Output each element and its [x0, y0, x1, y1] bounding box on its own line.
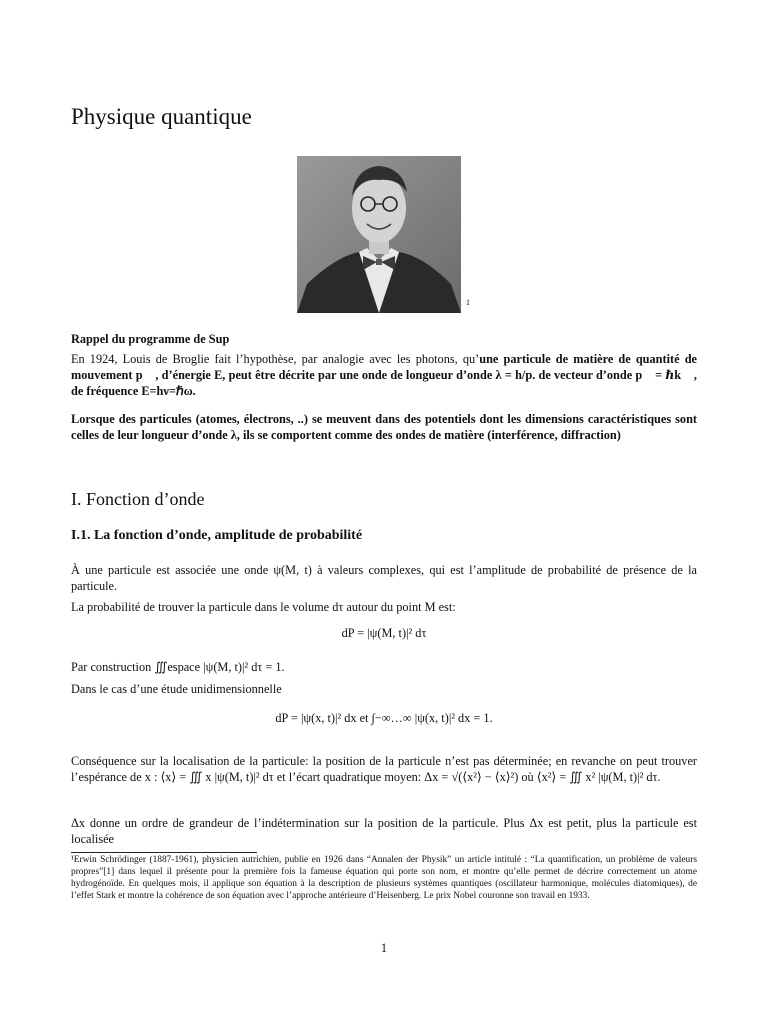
rappel-para1-plain: En 1924, Louis de Broglie fait l’hypothèse, par analogie avec les photons, qu’ [71, 352, 480, 366]
image-footnote-mark: 1 [466, 298, 470, 307]
schrodinger-portrait [297, 156, 461, 313]
paragraph-probability: La probabilité de trouver la particule dans le volume dτ autour du point M est: [71, 600, 456, 614]
paragraph-1d-case: Dans le cas d’une étude unidimensionnelle [71, 682, 282, 696]
paragraph-normalization: Par construction ∭espace |ψ(M, t)|² dτ = 1. [71, 660, 285, 674]
page-number: 1 [380, 941, 388, 955]
rappel-paragraph-2 [71, 411, 697, 443]
section-1-heading: I. Fonction d’onde [71, 489, 205, 509]
footnote-rule [71, 852, 257, 853]
footnote-schrodinger: ¹Erwin Schrödinger (1887-1961), physicien autrichien, publie en 1926 dans “Annalen der Physik” un article intitulé : “La quantification, un problème de valeurs propres”[1] dans lequel il présente pour la première fois la fameuse équation qui porte son nom, et montre qu’elle permet de décrire correctement un atome hydrogénoïde. En quelques mois, il applique son équation à la description de plusieurs systèmes quantiques (oscillateur harmonique, molécules diatomiques), de l’effet Stark et montre la cohérence de son équation avec l’approche antérieure d’Heisenberg. Le prix Nobel couronne son travail en 1933. [71, 855, 697, 901]
page-title: Physique quantique [71, 104, 252, 129]
equation-dp-1d: dP = |ψ(x, t)|² dx et ∫−∞…∞ |ψ(x, t)|² dx = 1. [275, 711, 493, 725]
rappel-heading-text: Rappel du programme de Sup [71, 332, 230, 346]
subsection-1-1-heading: I.1. La fonction d’onde, amplitude de probabilité [71, 528, 363, 543]
rappel-para1-bold: une particule de matière de quantité de mouvement p⃗ , d’énergie E, peut être décrite par une onde de longueur d’onde λ = h/p. de vecteur d’onde p⃗ = ℏk⃗ , de fréquence E=hν=ℏω. [71, 352, 698, 398]
paragraph-delta-x: Δx donne un ordre de grandeur de l’indétermination sur la position de la particule. Plus Δx est petit, plus la particule est localisée [71, 816, 697, 846]
paragraph-localisation: Conséquence sur la localisation de la particule: la position de la particule n’est pas déterminée; en revanche on peut trouver l’espérance de x : ⟨x⟩ = ∭ x |ψ(M, t)|² dτ et l’écart quadratique moyen: Δx = √(⟨x²⟩ − ⟨x⟩²) où ⟨x²⟩ = ∭ x² |ψ(M, t)|² dτ. [71, 754, 697, 784]
equation-dp-3d: dP = |ψ(M, t)|² dτ [341, 626, 427, 640]
paragraph-wave-function: À une particule est associée une onde ψ(M, t) à valeurs complexes, qui est l’amplitude de probabilité de présence de la particule. [71, 563, 697, 593]
rappel-para2-bold: Lorsque des particules (atomes, électrons, ..) se meuvent dans des potentiels dont les dimensions caractéristiques sont celles de leur longueur d’onde λ, ils se comportent comme des ondes de matière (interférence, diffraction) [71, 412, 697, 442]
rappel-heading [71, 331, 697, 347]
rappel-paragraph-1 [71, 351, 697, 399]
